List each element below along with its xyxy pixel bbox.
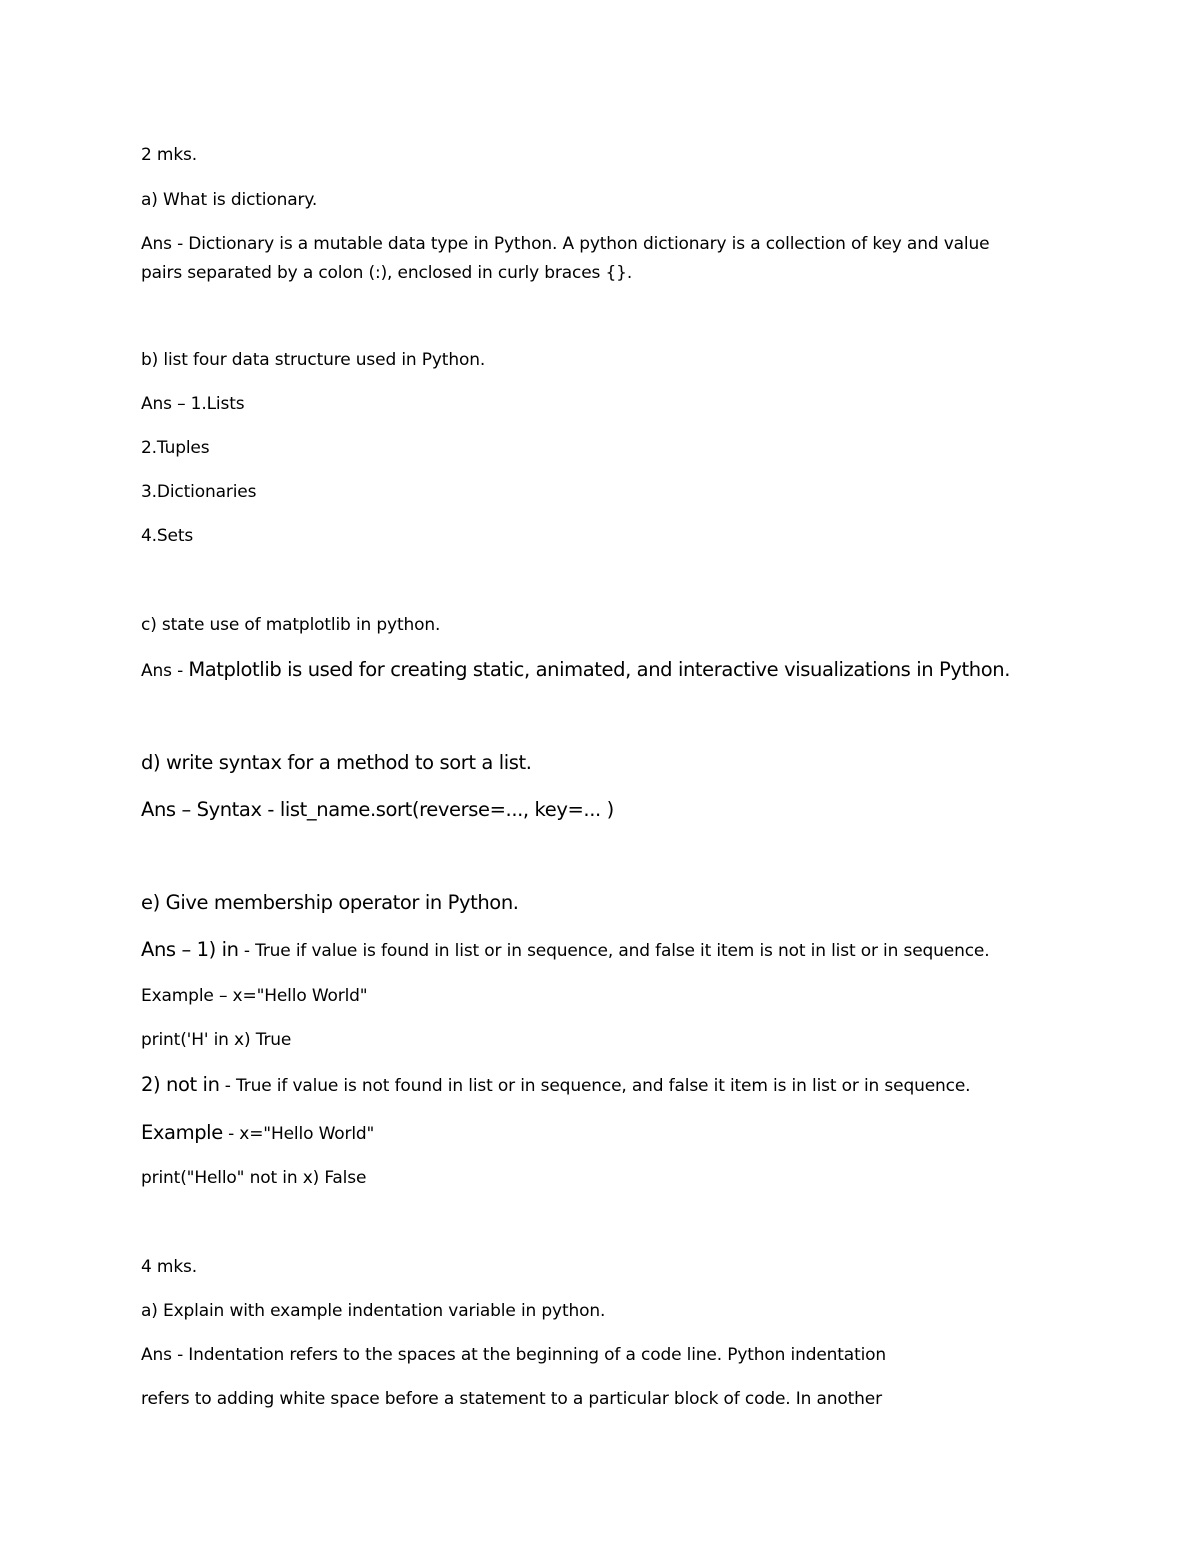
answer-4a-line2: refers to adding white space before a statement to a particular block of code. In another	[141, 1389, 882, 1409]
section-heading-2mks: 2 mks.	[141, 145, 197, 165]
example-not-in-label: Example	[141, 1121, 223, 1144]
question-e-membership: e) Give membership operator in Python.	[141, 891, 519, 914]
example-not-in-print: print("Hello" not in x) False	[141, 1168, 367, 1188]
answer-e-in-label: Ans – 1) in	[141, 938, 239, 961]
answer-e-in-text: - True if value is found in list or in sequence, and false it item is not in list or in sequence.	[238, 941, 990, 961]
example-not-in-assign	[141, 1122, 374, 1145]
answer-c-text: Matplotlib is used for creating static, animated, and interactive visualizations in Python.	[188, 658, 1010, 681]
example-in-print: print('H' in x) True	[141, 1030, 292, 1050]
answer-b-item3: 3.Dictionaries	[141, 482, 257, 502]
answer-a-line1: Ans - Dictionary is a mutable data type in Python. A python dictionary is a collection of key and value	[141, 234, 990, 254]
answer-c-prefix: Ans -	[141, 661, 189, 681]
question-4a-indentation: a) Explain with example indentation variable in python.	[141, 1301, 606, 1321]
example-not-in-text: - x="Hello World"	[222, 1124, 375, 1144]
answer-b-item2: 2.Tuples	[141, 438, 210, 458]
example-in-assign: Example – x="Hello World"	[141, 986, 368, 1006]
answer-e-not-in	[141, 1074, 970, 1097]
answer-c	[141, 659, 1010, 682]
answer-e-not-in-text: - True if value is not found in list or in sequence, and false it item is in list or in sequence.	[219, 1076, 971, 1096]
answer-b-item1: Ans – 1.Lists	[141, 394, 245, 414]
answer-e-in	[141, 939, 989, 962]
section-heading-4mks: 4 mks.	[141, 1257, 197, 1277]
answer-b-item4: 4.Sets	[141, 526, 194, 546]
question-d-sort-syntax: d) write syntax for a method to sort a list.	[141, 751, 532, 774]
question-b-data-structures: b) list four data structure used in Python.	[141, 350, 486, 370]
answer-a-line2: pairs separated by a colon (:), enclosed in curly braces {}.	[141, 263, 633, 283]
answer-d-syntax: Ans – Syntax - list_name.sort(reverse=..., key=... )	[141, 798, 614, 821]
question-c-matplotlib: c) state use of matplotlib in python.	[141, 615, 441, 635]
answer-4a-line1: Ans - Indentation refers to the spaces at the beginning of a code line. Python indentation	[141, 1345, 887, 1365]
answer-e-not-in-label: 2) not in	[141, 1073, 220, 1096]
question-a-dictionary: a) What is dictionary.	[141, 190, 318, 210]
